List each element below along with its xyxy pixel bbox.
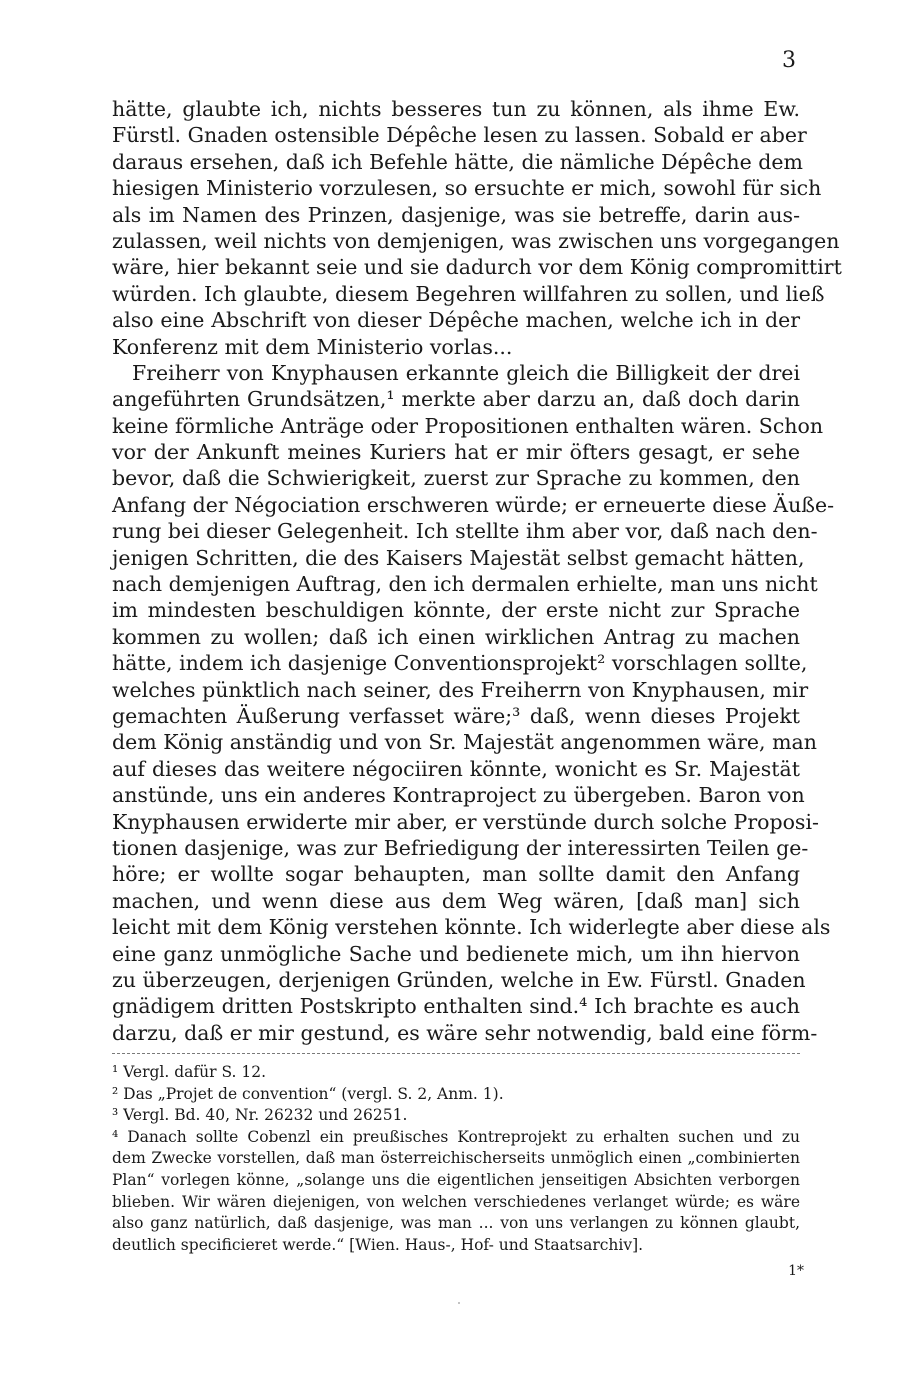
text-line: bevor, daß die Schwierigkeit, zuerst zur Sprache zu kommen, den xyxy=(112,466,800,491)
text-line: eine ganz unmögliche Sache und bedienete mich, um ihn hiervon xyxy=(112,941,800,966)
text-line: tionen dasjenige, was zur Befriedigung der interessirten Teilen ge- xyxy=(112,835,809,860)
body-text xyxy=(112,96,842,1046)
text-line: auf dieses das weitere négociiren könnte, wonicht es Sr. Majestät xyxy=(112,756,800,781)
text-line: hätte, glaubte ich, nichts besseres tun zu können, als ihme Ew. xyxy=(112,97,800,121)
text-line: darzu, daß er mir gestund, es wäre sehr notwendig, bald eine förm- xyxy=(112,1020,818,1045)
footnote-line: ⁴ Danach sollte Cobenzl ein preußisches Kontreprojekt zu erhalten suchen und zu xyxy=(112,1127,800,1146)
footnote-line: ³ Vergl. Bd. 40, Nr. 26232 und 26251. xyxy=(112,1106,408,1125)
footnote-line: ² Das „Projet de convention“ (vergl. S. 2, Anm. 1). xyxy=(112,1084,504,1103)
footnote-line: deutlich specificieret werde.“ [Wien. Haus-, Hof- und Staatsarchiv]. xyxy=(112,1235,644,1254)
text-line: jenigen Schritten, die des Kaisers Majestät selbst gemacht hätten, xyxy=(112,545,805,570)
text-line: Anfang der Négociation erschweren würde; er erneuerte diese Äuße- xyxy=(112,492,835,517)
text-line: daraus ersehen, daß ich Befehle hätte, die nämliche Dépêche dem xyxy=(112,149,803,174)
text-line: zulassen, weil nichts von demjenigen, was zwischen uns vorgegangen xyxy=(112,228,840,253)
text-line: Konferenz mit dem Ministerio vorlas... xyxy=(112,334,513,359)
text-line: gemachten Äußerung verfasset wäre;³ daß, wenn dieses Projekt xyxy=(112,703,800,728)
text-line: hätte, indem ich dasjenige Conventionsprojekt² vorschlagen sollte, xyxy=(112,651,808,676)
footnote-line: blieben. Wir wären diejenigen, von welchen verschiedenes verlanget würde; es wäre xyxy=(112,1192,800,1211)
text-line: wäre, hier bekannt seie und sie dadurch vor dem König compromittirt xyxy=(112,255,842,280)
footnote-line: also ganz natürlich, daß dasjenige, was man ... von uns verlangen zu können glaubt, xyxy=(112,1214,800,1233)
text-line: anstünde, uns ein anderes Kontraproject zu übergeben. Baron von xyxy=(112,783,805,808)
text-line: gnädigem dritten Postskripto enthalten sind.⁴ Ich brachte es auch xyxy=(112,994,800,1019)
text-line: im mindesten beschuldigen könnte, der erste nicht zur Sprache xyxy=(112,598,800,623)
signature-mark: 1* xyxy=(788,1263,804,1279)
page-number: 3 xyxy=(782,48,796,73)
text-line: zu überzeugen, derjenigen Gründen, welche in Ew. Fürstl. Gnaden xyxy=(112,967,806,992)
text-line: würden. Ich glaubte, diesem Begehren willfahren zu sollen, und ließ xyxy=(112,281,825,306)
footnote-divider xyxy=(112,1053,800,1054)
text-line: angeführten Grundsätzen,¹ merkte aber darzu an, daß doch darin xyxy=(112,387,800,412)
text-line: als im Namen des Prinzen, dasjenige, was sie betreffe, darin aus- xyxy=(112,202,800,227)
text-line: Knyphausen erwiderte mir aber, er verstünde durch solche Proposi- xyxy=(112,809,819,834)
text-line: also eine Abschrift von dieser Dépêche machen, welche ich in der xyxy=(112,308,800,333)
text-line: kommen zu wollen; daß ich einen wirklichen Antrag zu machen xyxy=(112,624,800,649)
text-line: dem König anständig und von Sr. Majestät angenommen wäre, man xyxy=(112,730,817,755)
text-line: rung bei dieser Gelegenheit. Ich stellte ihm aber vor, daß nach den- xyxy=(112,519,818,544)
text-line: hiesigen Ministerio vorzulesen, so ersuchte er mich, sowohl für sich xyxy=(112,176,822,201)
text-line: leicht mit dem König verstehen könnte. Ich widerlegte aber diese als xyxy=(112,915,831,940)
footnote-line: dem Zwecke vorstellen, daß man österreichischerseits unmöglich einen „combinierten xyxy=(112,1149,800,1168)
text-line: machen, und wenn diese aus dem Weg wären, [daß man] sich xyxy=(112,888,800,913)
text-line: nach demjenigen Auftrag, den ich dermalen erhielte, man uns nicht xyxy=(112,572,818,597)
text-line: Fürstl. Gnaden ostensible Dépêche lesen zu lassen. Sobald er aber xyxy=(112,123,807,148)
text-line: Freiherr von Knyphausen erkannte gleich die Billigkeit der drei xyxy=(132,360,800,385)
text-line: welches pünktlich nach seiner, des Freiherrn von Knyphausen, mir xyxy=(112,677,809,702)
text-line: keine förmliche Anträge oder Propositionen enthalten wären. Schon xyxy=(112,413,824,438)
footnote-line: ¹ Vergl. dafür S. 12. xyxy=(112,1063,267,1081)
footnote-line: Plan“ vorlegen könne, „solange uns die eigentlichen jenseitigen Absichten verborgen xyxy=(112,1170,800,1189)
footnotes xyxy=(112,1062,800,1256)
paper-speck xyxy=(458,1302,460,1304)
text-line: vor der Ankunft meines Kuriers hat er mir öfters gesagt, er sehe xyxy=(112,440,800,465)
text-line: höre; er wollte sogar behaupten, man sollte damit den Anfang xyxy=(112,862,800,887)
